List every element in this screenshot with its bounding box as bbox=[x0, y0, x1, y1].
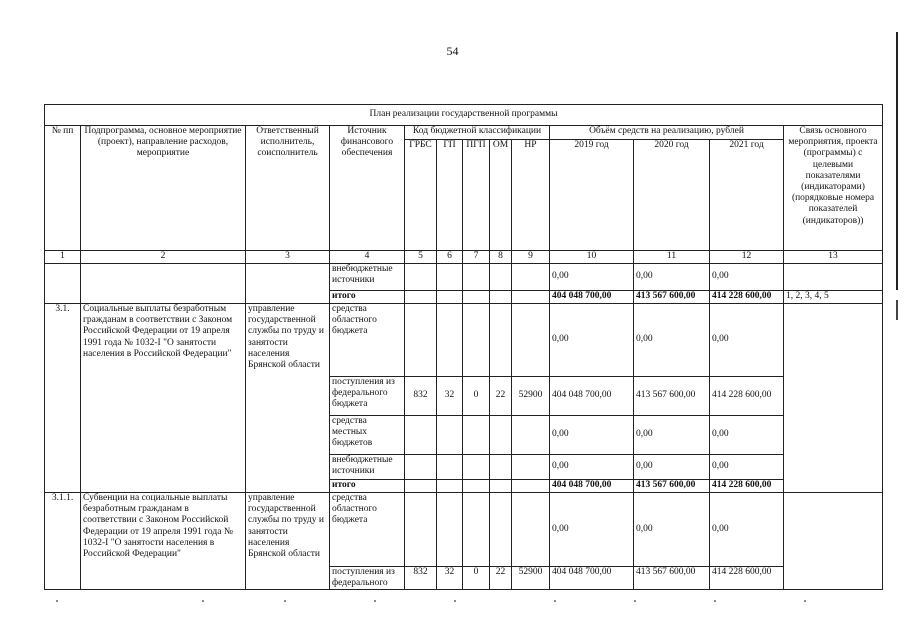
column-number: 3 bbox=[246, 251, 330, 264]
item-name: Субвенции на социальные выплаты безработным гражданам в соответствии с Законом Российской Федерации от 19 апреля 1991 года № 1032-I "О занятости населения в Российской Федерации" bbox=[81, 493, 246, 590]
kbk-gp: 32 bbox=[437, 567, 463, 590]
amount-2019: 0,00 bbox=[550, 304, 634, 377]
amount-2021: 414 228 600,00 bbox=[710, 377, 784, 416]
scan-edge-mark bbox=[896, 32, 898, 290]
kbk-pgp: 0 bbox=[463, 567, 490, 590]
column-number: 8 bbox=[490, 251, 512, 264]
amount-2019: 404 048 700,00 bbox=[550, 291, 634, 304]
kbk-nr: 52900 bbox=[512, 377, 550, 416]
amount-2021: 414 228 600,00 bbox=[710, 480, 784, 493]
item-name: Социальные выплаты безработным гражданам в соответствии с Законом Российской Федерации от 19 апреля 1991 года № 1032-I "О занятости населения в Российской Федерации" bbox=[81, 304, 246, 493]
column-number: 4 bbox=[330, 251, 405, 264]
page-number: 54 bbox=[446, 44, 459, 58]
column-number: 1 bbox=[45, 251, 81, 264]
header-year-2021: 2021 год bbox=[710, 140, 784, 251]
column-number: 2 bbox=[81, 251, 246, 264]
header-indicators: Связь основного мероприятия, проекта (программы) с целевыми показателями (индикаторами) (порядковые номера показателей (индикаторов)) bbox=[784, 126, 883, 251]
kbk-grbs: 832 bbox=[405, 567, 437, 590]
header-om: ОМ bbox=[490, 140, 512, 251]
header-grbs: ГРБС bbox=[405, 140, 437, 251]
amount-2019: 0,00 bbox=[550, 455, 634, 480]
amount-2020: 0,00 bbox=[634, 304, 710, 377]
column-number: 13 bbox=[784, 251, 883, 264]
program-plan-table bbox=[44, 104, 883, 590]
column-number: 7 bbox=[463, 251, 490, 264]
header-executor: Ответственный исполнитель, соисполнитель bbox=[246, 126, 330, 251]
header-nr: НР bbox=[512, 140, 550, 251]
amount-2020: 413 567 600,00 bbox=[634, 567, 710, 590]
amount-2020: 413 567 600,00 bbox=[634, 377, 710, 416]
amount-2021: 0,00 bbox=[710, 416, 784, 455]
source-cell: средства областного бюджета bbox=[330, 304, 405, 377]
source-cell: внебюджетные источники bbox=[330, 455, 405, 480]
header-gp: ГП bbox=[437, 140, 463, 251]
header-year-2019: 2019 год bbox=[550, 140, 634, 251]
column-number: 9 bbox=[512, 251, 550, 264]
scan-edge-mark bbox=[896, 300, 898, 320]
amount-2021: 0,00 bbox=[710, 493, 784, 567]
amount-2019: 0,00 bbox=[550, 264, 634, 291]
amount-2020: 0,00 bbox=[634, 264, 710, 291]
source-cell: поступления из федерального bbox=[330, 567, 405, 590]
source-cell: поступления из федерального бюджета bbox=[330, 377, 405, 416]
table-title: План реализации государственной программы bbox=[45, 105, 883, 126]
scan-artifact-dots bbox=[44, 600, 882, 604]
table-row bbox=[45, 304, 883, 377]
amount-2020: 413 567 600,00 bbox=[634, 480, 710, 493]
kbk-pgp: 0 bbox=[463, 377, 490, 416]
source-cell: внебюджетные источники bbox=[330, 264, 405, 291]
column-number: 5 bbox=[405, 251, 437, 264]
amount-2020: 0,00 bbox=[634, 416, 710, 455]
indicator-numbers: 1, 2, 3, 4, 5 bbox=[784, 291, 883, 304]
header-amount: Объём средств на реализацию, рублей bbox=[550, 126, 784, 140]
source-cell: итого bbox=[330, 480, 405, 493]
source-cell: итого bbox=[330, 291, 405, 304]
amount-2021: 0,00 bbox=[710, 304, 784, 377]
header-source: Источник финансового обеспечения bbox=[330, 126, 405, 251]
column-number: 6 bbox=[437, 251, 463, 264]
amount-2019: 0,00 bbox=[550, 416, 634, 455]
item-executor: управление государственной службы по труду и занятости населения Брянской области bbox=[246, 493, 330, 590]
amount-2019: 404 048 700,00 bbox=[550, 567, 634, 590]
kbk-grbs: 832 bbox=[405, 377, 437, 416]
kbk-om: 22 bbox=[490, 377, 512, 416]
header-kbk: Код бюджетной классификации bbox=[405, 126, 550, 140]
column-number: 12 bbox=[710, 251, 784, 264]
source-cell: средства областного бюджета bbox=[330, 493, 405, 567]
kbk-gp: 32 bbox=[437, 377, 463, 416]
amount-2020: 413 567 600,00 bbox=[634, 291, 710, 304]
amount-2019: 404 048 700,00 bbox=[550, 480, 634, 493]
amount-2019: 0,00 bbox=[550, 493, 634, 567]
column-number: 11 bbox=[634, 251, 710, 264]
source-cell: средства местных бюджетов bbox=[330, 416, 405, 455]
amount-2021: 414 228 600,00 bbox=[710, 567, 784, 590]
amount-2019: 404 048 700,00 bbox=[550, 377, 634, 416]
amount-2021: 0,00 bbox=[710, 455, 784, 480]
header-num: № пп bbox=[45, 126, 81, 251]
kbk-om: 22 bbox=[490, 567, 512, 590]
item-executor: управление государственной службы по труду и занятости населения Брянской области bbox=[246, 304, 330, 493]
header-subprogram: Подпрограмма, основное мероприятие (проект), направление расходов, мероприятие bbox=[81, 126, 246, 251]
amount-2021: 0,00 bbox=[710, 264, 784, 291]
item-number: 3.1.1. bbox=[45, 493, 81, 590]
table-row bbox=[45, 493, 883, 567]
amount-2020: 0,00 bbox=[634, 455, 710, 480]
header-pgp: ПГП bbox=[463, 140, 490, 251]
amount-2021: 414 228 600,00 bbox=[710, 291, 784, 304]
item-number: 3.1. bbox=[45, 304, 81, 493]
amount-2020: 0,00 bbox=[634, 493, 710, 567]
kbk-nr: 52900 bbox=[512, 567, 550, 590]
table-row bbox=[45, 264, 883, 291]
column-number: 10 bbox=[550, 251, 634, 264]
header-year-2020: 2020 год bbox=[634, 140, 710, 251]
